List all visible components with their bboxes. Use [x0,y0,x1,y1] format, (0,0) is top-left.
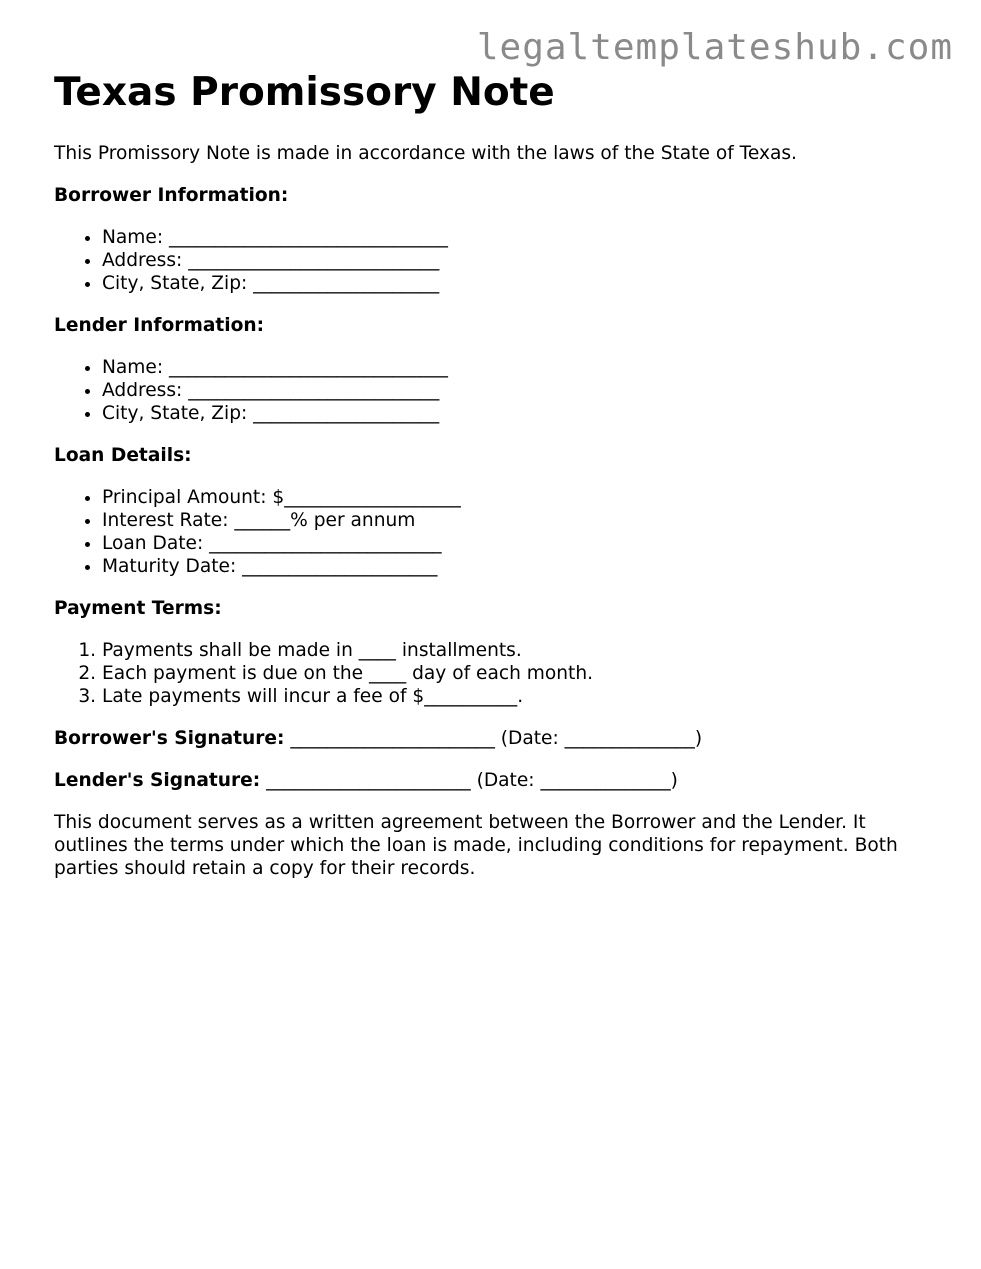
maturity-date-field: • Maturity Date: _____________________ [102,555,934,578]
lender-city-field: • City, State, Zip: ____________________ [102,402,934,425]
loan-details-list [54,486,934,578]
principal-amount-field: • Principal Amount: $___________________ [102,486,934,509]
lender-name-field: • Name: ______________________________ [102,356,934,379]
loan-details-heading: Loan Details: [54,445,192,466]
borrower-city-field: • City, State, Zip: ____________________ [102,272,934,295]
lender-signature-label: Lender's Signature: [54,770,261,791]
payment-term-installments: 1. Payments shall be made in ____ installments. [102,639,934,662]
borrower-signature-label: Borrower's Signature: [54,728,285,749]
payment-terms-heading: Payment Terms: [54,598,222,619]
closing-paragraph: This document serves as a written agreement between the Borrower and the Lender. It outlines the terms under which the loan is made, including conditions for repayment. Both parties should retain a copy for their records. [54,812,898,879]
payment-term-late-fee: 3. Late payments will incur a fee of $__________. [102,685,934,708]
watermark: legaltemplateshub.com [476,27,953,68]
page-title: Texas Promissory Note [54,70,555,115]
document-body [54,68,934,880]
intro-paragraph: This Promissory Note is made in accordance with the laws of the State of Texas. [54,143,797,164]
lender-address-field: • Address: ___________________________ [102,379,934,402]
lender-list [54,356,934,425]
borrower-list [54,226,934,295]
borrower-signature-blank: ______________________ (Date: ______________) [284,728,703,749]
payment-terms-list [54,639,934,708]
borrower-name-field: • Name: ______________________________ [102,226,934,249]
borrower-heading: Borrower Information: [54,185,289,206]
payment-term-due-day: 2. Each payment is due on the ____ day of each month. [102,662,934,685]
lender-signature-line [54,769,934,792]
interest-rate-field: • Interest Rate: ______% per annum [102,509,934,532]
lender-signature-blank: ______________________ (Date: ______________) [260,770,678,791]
loan-date-field: • Loan Date: _________________________ [102,532,934,555]
borrower-signature-line [54,727,934,750]
lender-heading: Lender Information: [54,315,265,336]
borrower-address-field: • Address: ___________________________ [102,249,934,272]
